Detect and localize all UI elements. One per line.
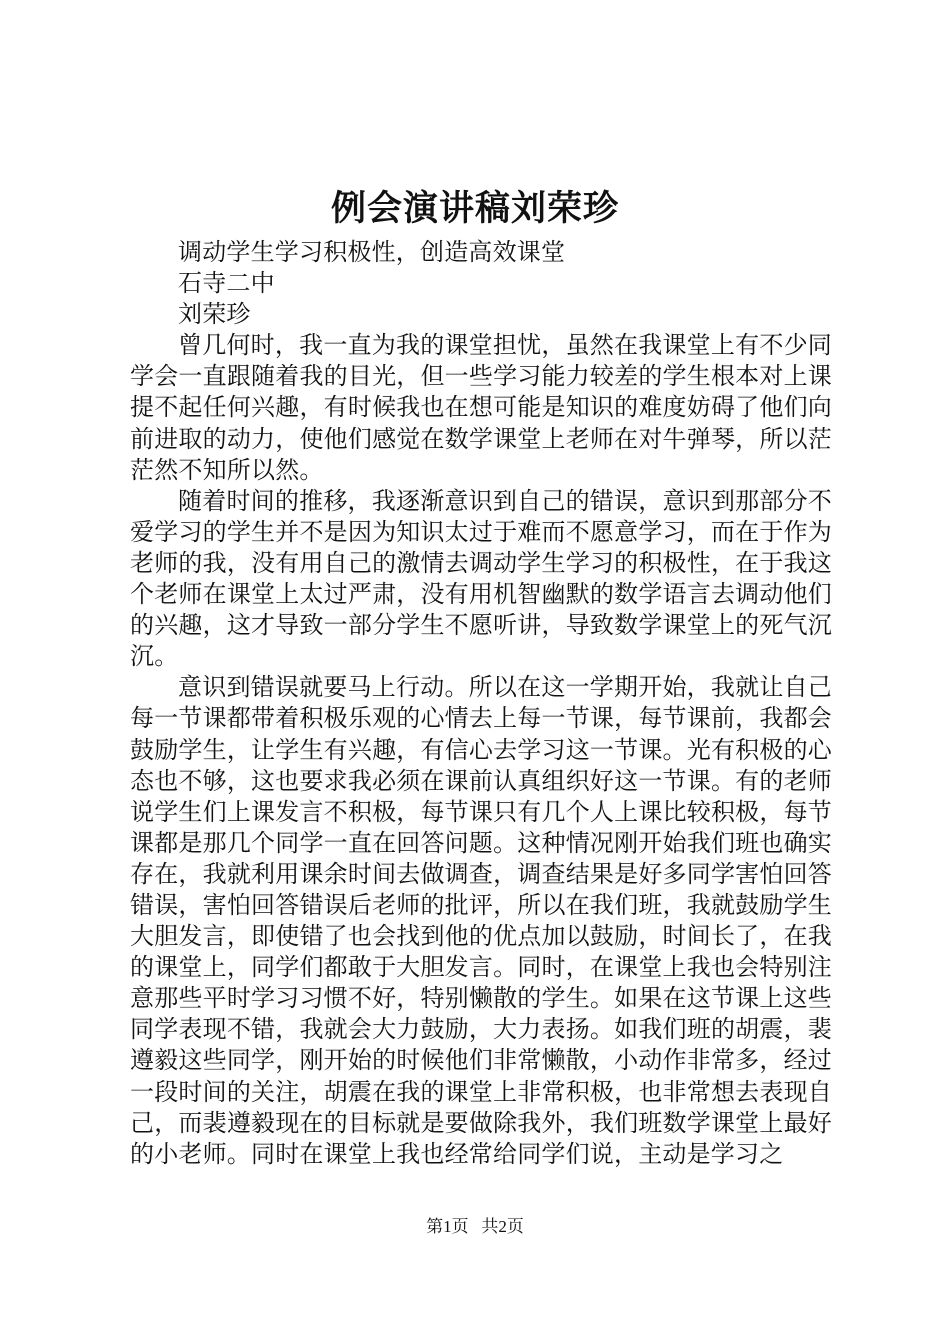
page-number: 第1页 bbox=[426, 1217, 469, 1236]
body-paragraph-1: 曾几何时，我一直为我的课堂担忧，虽然在我课堂上有不少同学会一直跟随着我的目光，但一些学习能力较差的学生根本对上课提不起任何兴趣，有时候我也在想可能是知识的难度妨碍了他们向前进取的动力，使他们感觉在数学课堂上老师在对牛弹琴，所以茫茫然不知所以然。 bbox=[130, 331, 832, 484]
school-name: 石寺二中 bbox=[178, 269, 275, 298]
author-name: 刘荣珍 bbox=[178, 300, 251, 329]
body-paragraph-2: 随着时间的推移，我逐渐意识到自己的错误，意识到那部分不爱学习的学生并不是因为知识太过于难而不愿意学习，而在于作为老师的我，没有用自己的激情去调动学生学习的积极性，在于我这个老师在课堂上太过严肃，没有用机智幽默的数学语言去调动他们的兴趣，这才导致一部分学生不愿听讲，导致数学课堂上的死气沉沉。 bbox=[130, 486, 832, 671]
speech-subtitle: 调动学生学习积极性，创造高效课堂 bbox=[178, 238, 566, 266]
page-footer bbox=[0, 1216, 950, 1238]
page-total: 共2页 bbox=[481, 1217, 524, 1236]
page-separator bbox=[473, 1217, 477, 1236]
document-body bbox=[130, 237, 832, 1170]
body-paragraph-3: 意识到错误就要马上行动。所以在这一学期开始，我就让自己每一节课都带着积极乐观的心情去上每一节课，每节课前，我都会鼓励学生，让学生有兴趣，有信心去学习这一节课。光有积极的心态也不够，这也要求我必须在课前认真组织好这一节课。有的老师说学生们上课发言不积极，每节课只有几个人上课比较积极，每节课都是那几个同学一直在回答问题。这种情况刚开始我们班也确实存在，我就利用课余时间去做调查，调查结果是好多同学害怕回答错误，害怕回答错误后老师的批评，所以在我们班，我就鼓励学生大胆发言，即使错了也会找到他的优点加以鼓励，时间长了，在我的课堂上，同学们都敢于大胆发言。同时，在课堂上我也会特别注意那些平时学习习惯不好，特别懒散的学生。如果在这节课上这些同学表现不错，我就会大力鼓励，大力表扬。如我们班的胡震，裴遵毅这些同学，刚开始的时候他们非常懒散，小动作非常多，经过一段时间的关注，胡震在我的课堂上非常积极，也非常想去表现自己，而裴遵毅现在的目标就是要做除我外，我们班数学课堂上最好的小老师。同时在课堂上我也经常给同学们说，主动是学习之 bbox=[130, 673, 832, 1168]
document-title: 例会演讲稿刘荣珍 bbox=[330, 188, 619, 229]
